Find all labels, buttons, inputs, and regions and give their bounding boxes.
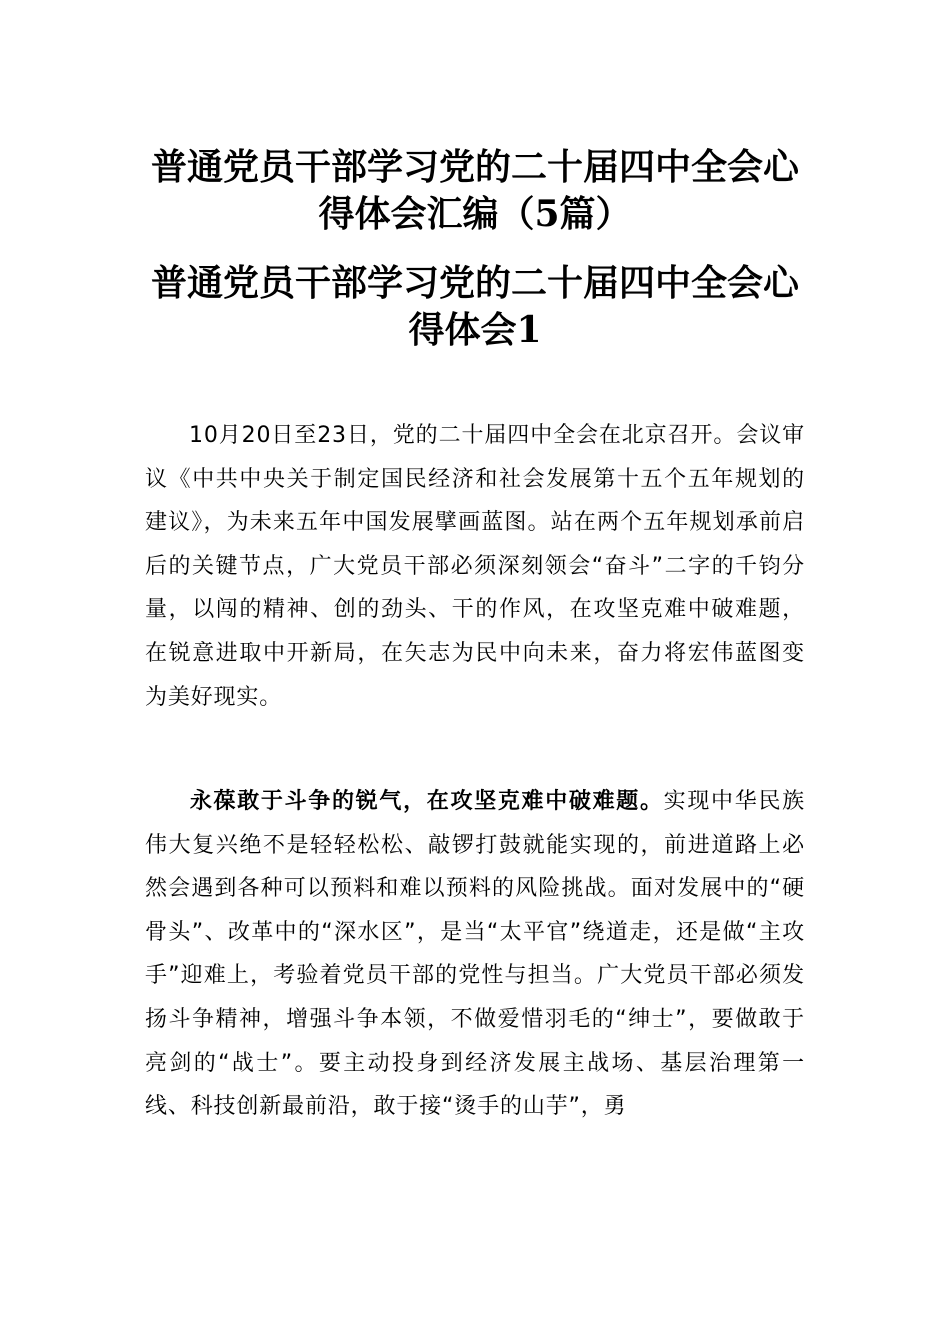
section-title-line-2: 得体会1 [408,309,542,351]
paragraph-2-lead-sentence: 永葆敢于斗争的锐气，在攻坚克难中破难题。 [189,789,664,814]
section-title-line-1: 普通党员干部学习党的二十届四中全会心 [150,262,799,304]
paragraph-1-text: 10月20日至23日，党的二十届四中全会在北京召开。会议审议《中共中央关于制定国民经济和社会发展第十五个五年规划的建议》，为未来五年中国发展擘画蓝图。站在两个五年规划承前启后的关键节点，广大党员干部必须深刻领会“奋斗”二字的千钧分量，以闯的精神、创的劲头、干的作风，在攻坚克难中破难题，在锐意进取中开新局，在矢志为民中向未来，奋力将宏伟蓝图变为美好现实。 [145,423,805,710]
section-title [120,260,830,354]
paragraph-2 [145,780,805,1129]
paragraph-2-text: 实现中华民族伟大复兴绝不是轻轻松松、敲锣打鼓就能实现的，前进道路上必然会遇到各种可以预料和难以预料的风险挑战。面对发展中的“硬骨头”、改革中的“深水区”，是当“太平官”绕道走，还是做“主攻手”迎难上，考验着党员干部的党性与担当。广大党员干部必须发扬斗争精神，增强斗争本领，不做爱惜羽毛的“绅士”，要做敢于亮剑的“战士”。要主动投身到经济发展主战场、基层治理第一线、科技创新最前沿，敢于接“烫手的山芋”，勇 [145,789,805,1120]
main-title-line-2: 得体会汇编（5篇） [318,193,632,235]
paragraph-1 [145,414,805,719]
main-title [120,144,830,238]
main-title-line-1: 普通党员干部学习党的二十届四中全会心 [150,146,799,188]
